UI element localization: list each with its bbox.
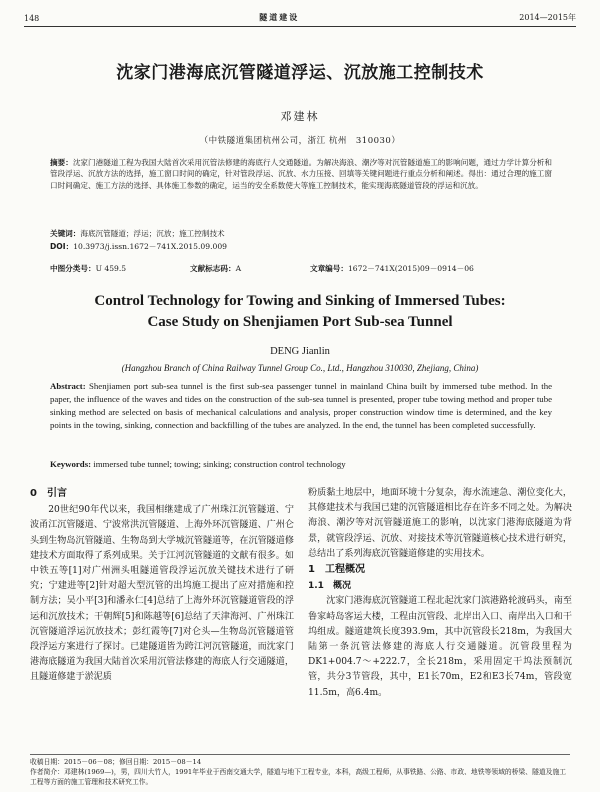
- body-column-right: [308, 486, 572, 701]
- paragraph-introduction: 20世纪90年代以来，我国相继建成了广州珠江沉管隧道、宁波甬江沉管隧道、宁波常洪沉管隧道、上海外环沉管隧道、广州仑头到生物岛沉管隧道、生物岛到大学城沉管隧道等，在沉管隧道修建技术方面取得了系列成果。关于江河沉管隧道的文献有很多。如中铁五等[1]对广州洲头咀隧道管段浮运沉放关键技术进行了研究；宁建进等[2]针对超大型沉管的出坞施工提出了应对措施和控制方法；吴小平[3]和潘永仁[4]总结了上海外环沉管隧道管段的浮运和沉放技术；干朝辉[5]和陈越等[6]总结了天津海河、广州珠江沉管隧道浮运沉放技术；彭红霞等[7]对仑头—生物岛沉管隧道管段浮运方案进行了探讨。已建隧道皆为跨江河沉管隧道，而沈家门港海底隧道为我国大陆首次采用沉管法修建的海底人行交通隧道，且隧道修建于淤泥质: [30, 505, 294, 683]
- footnote: [30, 754, 570, 787]
- clc-label: 中图分类号：: [50, 264, 96, 273]
- footnote-author-bio: 作者简介：邓建林(1969—)，男，四川大竹人，1991年毕业于西南交通大学，隧道与地下工程专业，本科，高级工程师，从事铁路、公路、市政、地铁等领域的桥梁、隧道及施工工程等方面的施工管理和技术研究工作。: [30, 768, 567, 786]
- author-english: DENG Jianlin: [270, 346, 330, 357]
- issue-year: 2014—2015年: [519, 13, 576, 22]
- title-english: [20, 291, 580, 333]
- title-english-line2: Case Study on Shenjiamen Port Sub-sea Tunnel: [147, 314, 453, 330]
- abstract-text-cn: 沈家门港隧道工程为我国大陆首次采用沉管法修建的海底行人交通隧道。为解决海浪、潮汐等对沉管隧道施工的影响问题，通过力学计算分析和管段浮运、沉放方法的选择，施工窗口时间的确定，针对管段浮运、沉放、水力压接、回填等关键问题进行重点分析和阐述。得出：通过合理的施工窗口时间确定、施工方法的选择、具体施工参数的确定，运当的安全系数使大等施工控制技术，能实现海底隧道管段的浮运和沉放。: [50, 158, 553, 190]
- abstract-label-cn: 摘要：: [50, 158, 73, 167]
- keywords-chinese: [50, 228, 552, 239]
- document-code: [190, 263, 310, 274]
- article-number: [310, 263, 474, 274]
- doi-text: 10.3973/j.issn.1672－741X.2015.09.009: [73, 242, 227, 251]
- affiliation-chinese: （中铁隧道集团杭州公司，浙江 杭州 310030）: [199, 136, 401, 146]
- article-no-text: 1672－741X(2015)09－0914－06: [347, 264, 474, 273]
- classification-row: [50, 263, 552, 274]
- footnote-dates: 收稿日期：2015－06－08；修回日期：2015－08－14: [30, 758, 202, 766]
- subsection-heading-overview: 1.1 概况: [308, 581, 351, 592]
- clc-number: [50, 263, 190, 274]
- author-chinese: 邓建林: [280, 110, 320, 123]
- abstract-label-en: Abstract:: [50, 381, 86, 391]
- abstract-text-en: Shenjiamen port sub-sea tunnel is the first sub-sea passenger tunnel in mainland China built by immersed tube method. In the paper, the influence of the waves and tides on the construction of the sub-sea tunnel is presented, proper tube towing method and proper tube sinking method are selected on basis of mechanical calculations and analysis, proper construction window time is determined, and the key points in the towing, sinking, connection and backfilling of the tubes are analyzed. In the end, the tunnel has been completed successfully.: [50, 381, 552, 430]
- paragraph-introduction-continued: 粉质黏土地层中，地面环境十分复杂，海水流速急、潮位变化大，其修建技术与我国已建的沉管隧道相比存在许多不同之处。为解决海浪、潮汐等对沉管隧道施工的影响，以沈家门港海底隧道为背景，就管段浮运、沉放、对接技术等沉管隧道核心技术进行研究，总结出了系列海底沉管隧道修建的实用技术。: [308, 488, 572, 559]
- doi-line: [50, 241, 552, 252]
- body-column-left: [30, 486, 294, 686]
- affiliation-english: (Hangzhou Branch of China Railway Tunnel Group Co., Ltd., Hangzhou 310030, Zhejiang, China): [121, 363, 479, 373]
- keywords-text-en: immersed tube tunnel; towing; sinking; construction control technology: [93, 459, 346, 469]
- keywords-english: [50, 459, 552, 469]
- title-english-line1: Control Technology for Towing and Sinking of Immersed Tubes:: [94, 293, 506, 309]
- doc-code-text: A: [235, 264, 242, 273]
- article-no-label: 文章编号：: [310, 264, 348, 273]
- section-heading-introduction: 0 引言: [30, 488, 67, 499]
- running-header: [24, 12, 576, 27]
- clc-text: U 459.5: [95, 264, 127, 273]
- keywords-label-en: Keywords:: [50, 459, 92, 469]
- section-heading-project-overview: 1 工程概况: [308, 564, 365, 576]
- doi-label: DOI：: [50, 242, 74, 251]
- paragraph-overview: 沈家门港海底沉管隧道工程北起沈家门滨港路轮渡码头，南至鲁家峙岛客运大楼，工程由沉管段、北岸出入口、南岸出入口和干坞组成。隧道建筑长度393.9m，其中沉管段长218m，为我国大陆第一条沉管法修建的海底人行交通隧道。沉管段里程为DK1+004.7～+222.7，全长218m，采用固定干坞法预制沉管，共分3节管段，其中，E1长70m，E2和E3长74m，管段宽11.5m，高6.4m。: [308, 596, 572, 698]
- page-number: 148: [24, 14, 40, 23]
- keywords-label-cn: 关键词：: [50, 229, 81, 238]
- doc-code-label: 文献标志码：: [190, 264, 236, 273]
- abstract-chinese: [50, 157, 552, 191]
- journal-name: 隧道建设: [259, 13, 300, 22]
- title-chinese: 沈家门港海底沉管隧道浮运、沉放施工控制技术: [116, 63, 484, 83]
- abstract-english: [50, 380, 552, 432]
- keywords-text-cn: 海底沉管隧道；浮运；沉放；施工控制技术: [80, 229, 225, 238]
